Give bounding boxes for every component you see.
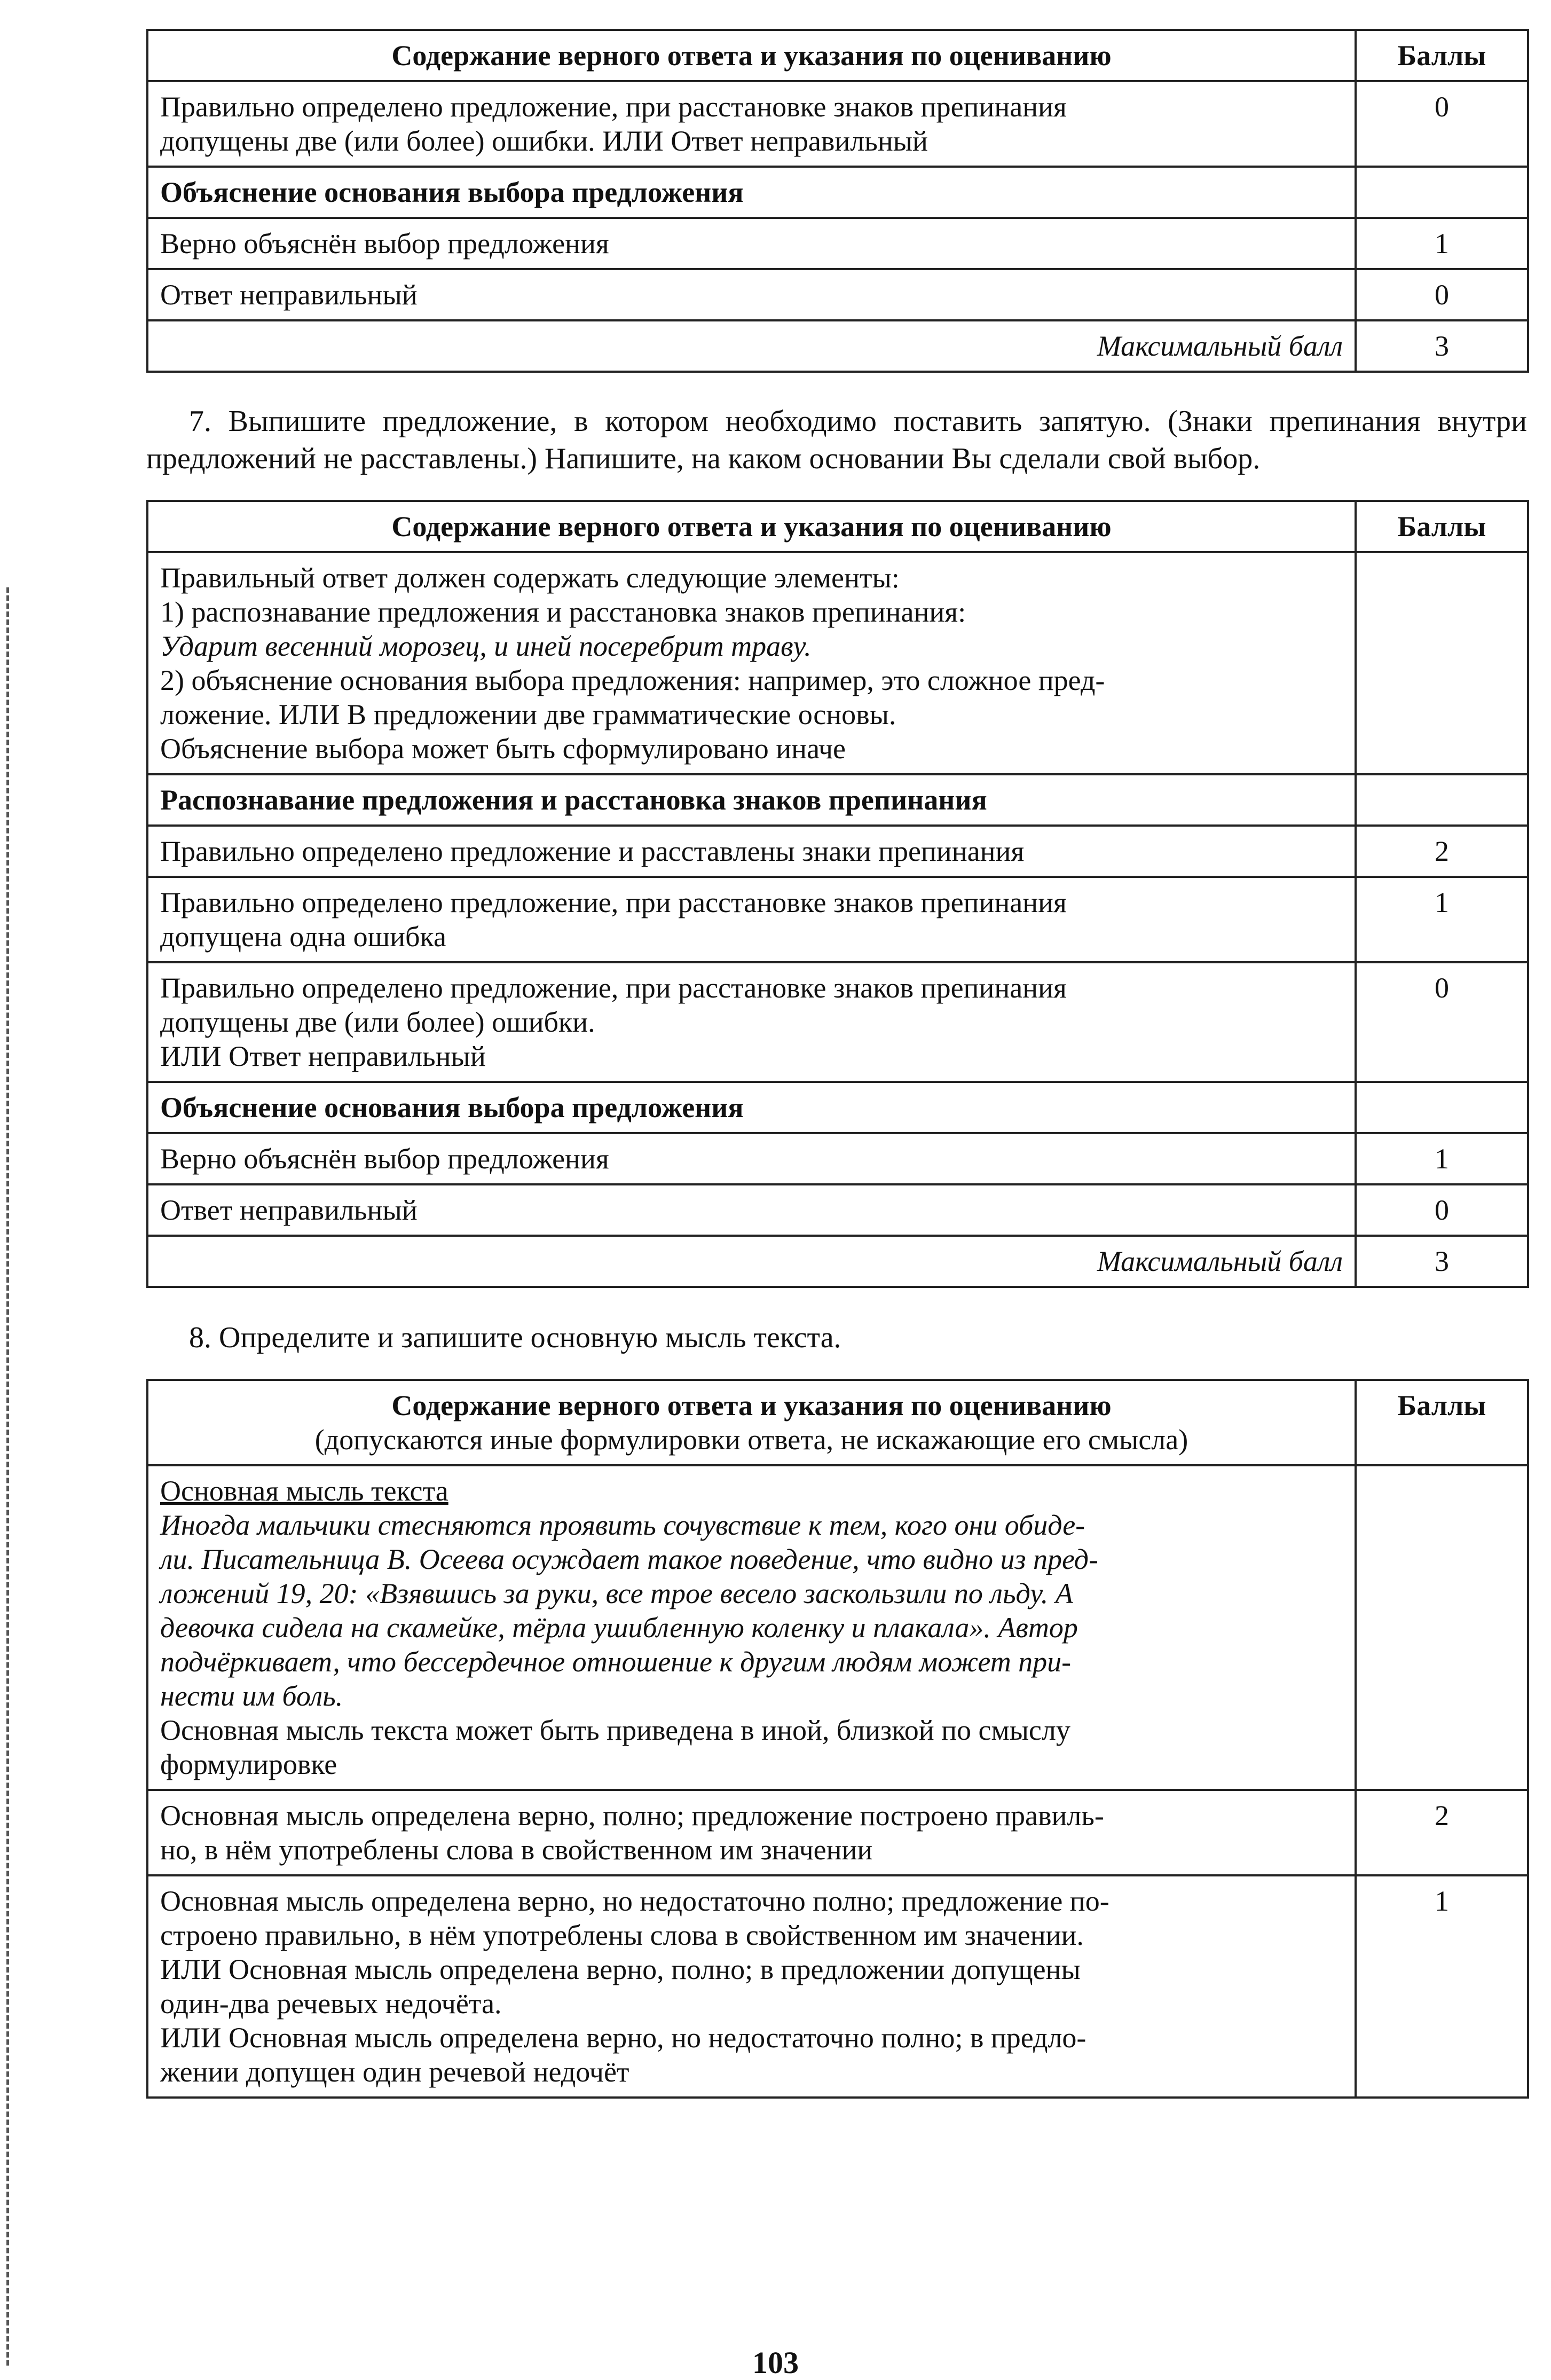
points-cell [1356,167,1528,218]
cut-line [6,587,9,2366]
points-cell: 1 [1356,877,1528,962]
answer-title: Основная мысль текста [160,1475,448,1507]
header-content: Содержание верного ответа и указания по оцениванию (допускаются иные формулировки ответа, не искажающие его смысла) [147,1380,1356,1465]
points-cell: 0 [1356,962,1528,1082]
criterion-text: Ответ неправильный [147,269,1356,320]
points-cell: 1 [1356,1133,1528,1184]
table-header-row [147,501,1528,552]
table-row [147,269,1528,320]
criterion-text: Правильно определено предложение, при расстановке знаков препинания допущены две (или более) ошибки. ИЛИ Ответ неправильный [147,962,1356,1082]
table-row [147,877,1528,962]
answer-row [147,552,1528,774]
section-title: Объяснение основания выбора предложения [147,167,1356,218]
criterion-text: Правильно определено предложение, при расстановке знаков препинания допущены две (или более) ошибки. ИЛИ Ответ неправильный [147,81,1356,167]
header-content: Содержание верного ответа и указания по оцениванию [147,501,1356,552]
criteria-table-8 [146,1379,1529,2099]
max-score-label: Максимальный балл [147,320,1356,372]
points-cell: 0 [1356,1184,1528,1236]
points-cell: 1 [1356,1875,1528,2098]
section-row [147,1082,1528,1133]
section-row [147,774,1528,826]
points-cell: 0 [1356,269,1528,320]
question-8: 8. Определите и запишите основную мысль текста. [189,1321,841,1354]
max-score-value: 3 [1356,320,1528,372]
points-cell: 2 [1356,1790,1528,1875]
table-row [147,826,1528,877]
points-cell: 1 [1356,218,1528,269]
criterion-text: Верно объяснён выбор предложения [147,1133,1356,1184]
points-cell: 0 [1356,81,1528,167]
page [146,29,1527,2099]
table-row [147,218,1528,269]
points-cell [1356,1465,1528,1790]
criterion-text: Основная мысль определена верно, но недостаточно полно; предложение по- строено правильно, в нём употреблены слова в свойственном им значении. ИЛИ Основная мысль определена верно, полно; в предложении допущены один-два речевых недочёта. ИЛИ Основная мысль определена верно, но недостаточно полно; в предло- жении допущен один речевой недочёт [147,1875,1356,2098]
section-title: Объяснение основания выбора предложения [147,1082,1356,1133]
max-score-row [147,1236,1528,1287]
points-cell [1356,774,1528,826]
criteria-table-6-continued [146,29,1529,373]
table-header-row [147,1380,1528,1465]
section-title: Распознавание предложения и расстановка знаков препинания [147,774,1356,826]
criterion-text: Ответ неправильный [147,1184,1356,1236]
table-row [147,1875,1528,2098]
criteria-table-7 [146,500,1529,1288]
criterion-text: Основная мысль определена верно, полно; предложение построено правиль- но, в нём употреблены слова в свойственном им значении [147,1790,1356,1875]
max-score-label: Максимальный балл [147,1236,1356,1287]
header-points: Баллы [1356,501,1528,552]
table-row [147,962,1528,1082]
correct-answer: Основная мысль текста Иногда мальчики стесняются проявить сочувствие к тем, кого они обиде- ли. Писательница В. Осеева осуждает такое поведение, что видно из пред- ложений 19, 20: «Взявшись за руки, все трое весело заскользили по льду. А девочка сидела на скамейке, тёрла ушибленную коленку и плакала». Автор подчёркивает, что бессердечное отношение к другим людям может при- нести им боль. Основная мысль текста может быть приведена в иной, близкой по смыслу формулировке [147,1465,1356,1790]
page-number: 103 [752,2345,799,2380]
table-row [147,1790,1528,1875]
table-header-row [147,30,1528,81]
points-cell [1356,1082,1528,1133]
criterion-text: Верно объяснён выбор предложения [147,218,1356,269]
table-row [147,1184,1528,1236]
max-score-row [147,320,1528,372]
question-7: 7. Выпишите предложение, в котором необходимо поставить запятую. (Знаки препинания внутри предложений не расставлены.) Напишите, на каком основании Вы сделали свой выбор. [146,405,1527,475]
max-score-value: 3 [1356,1236,1528,1287]
points-cell [1356,552,1528,774]
header-points: Баллы [1356,1380,1528,1465]
table-row [147,1133,1528,1184]
header-points: Баллы [1356,30,1528,81]
table-row [147,81,1528,167]
header-content: Содержание верного ответа и указания по оцениванию [147,30,1356,81]
header-note: (допускаются иные формулировки ответа, не искажающие его смысла) [314,1424,1188,1456]
correct-answer: Правильный ответ должен содержать следующие элементы: 1) распознавание предложения и расстановка знаков препинания: Ударит весенний морозец, и иней посеребрит траву. 2) объяснение основания выбора предложения: например, это сложное пред- ложение. ИЛИ В предложении две грамматические основы. Объяснение выбора может быть сформулировано иначе [147,552,1356,774]
answer-row [147,1465,1528,1790]
points-cell: 2 [1356,826,1528,877]
criterion-text: Правильно определено предложение и расставлены знаки препинания [147,826,1356,877]
answer-sentence: Ударит весенний морозец, и иней посеребрит траву. [160,630,812,662]
section-row [147,167,1528,218]
criterion-text: Правильно определено предложение, при расстановке знаков препинания допущена одна ошибка [147,877,1356,962]
